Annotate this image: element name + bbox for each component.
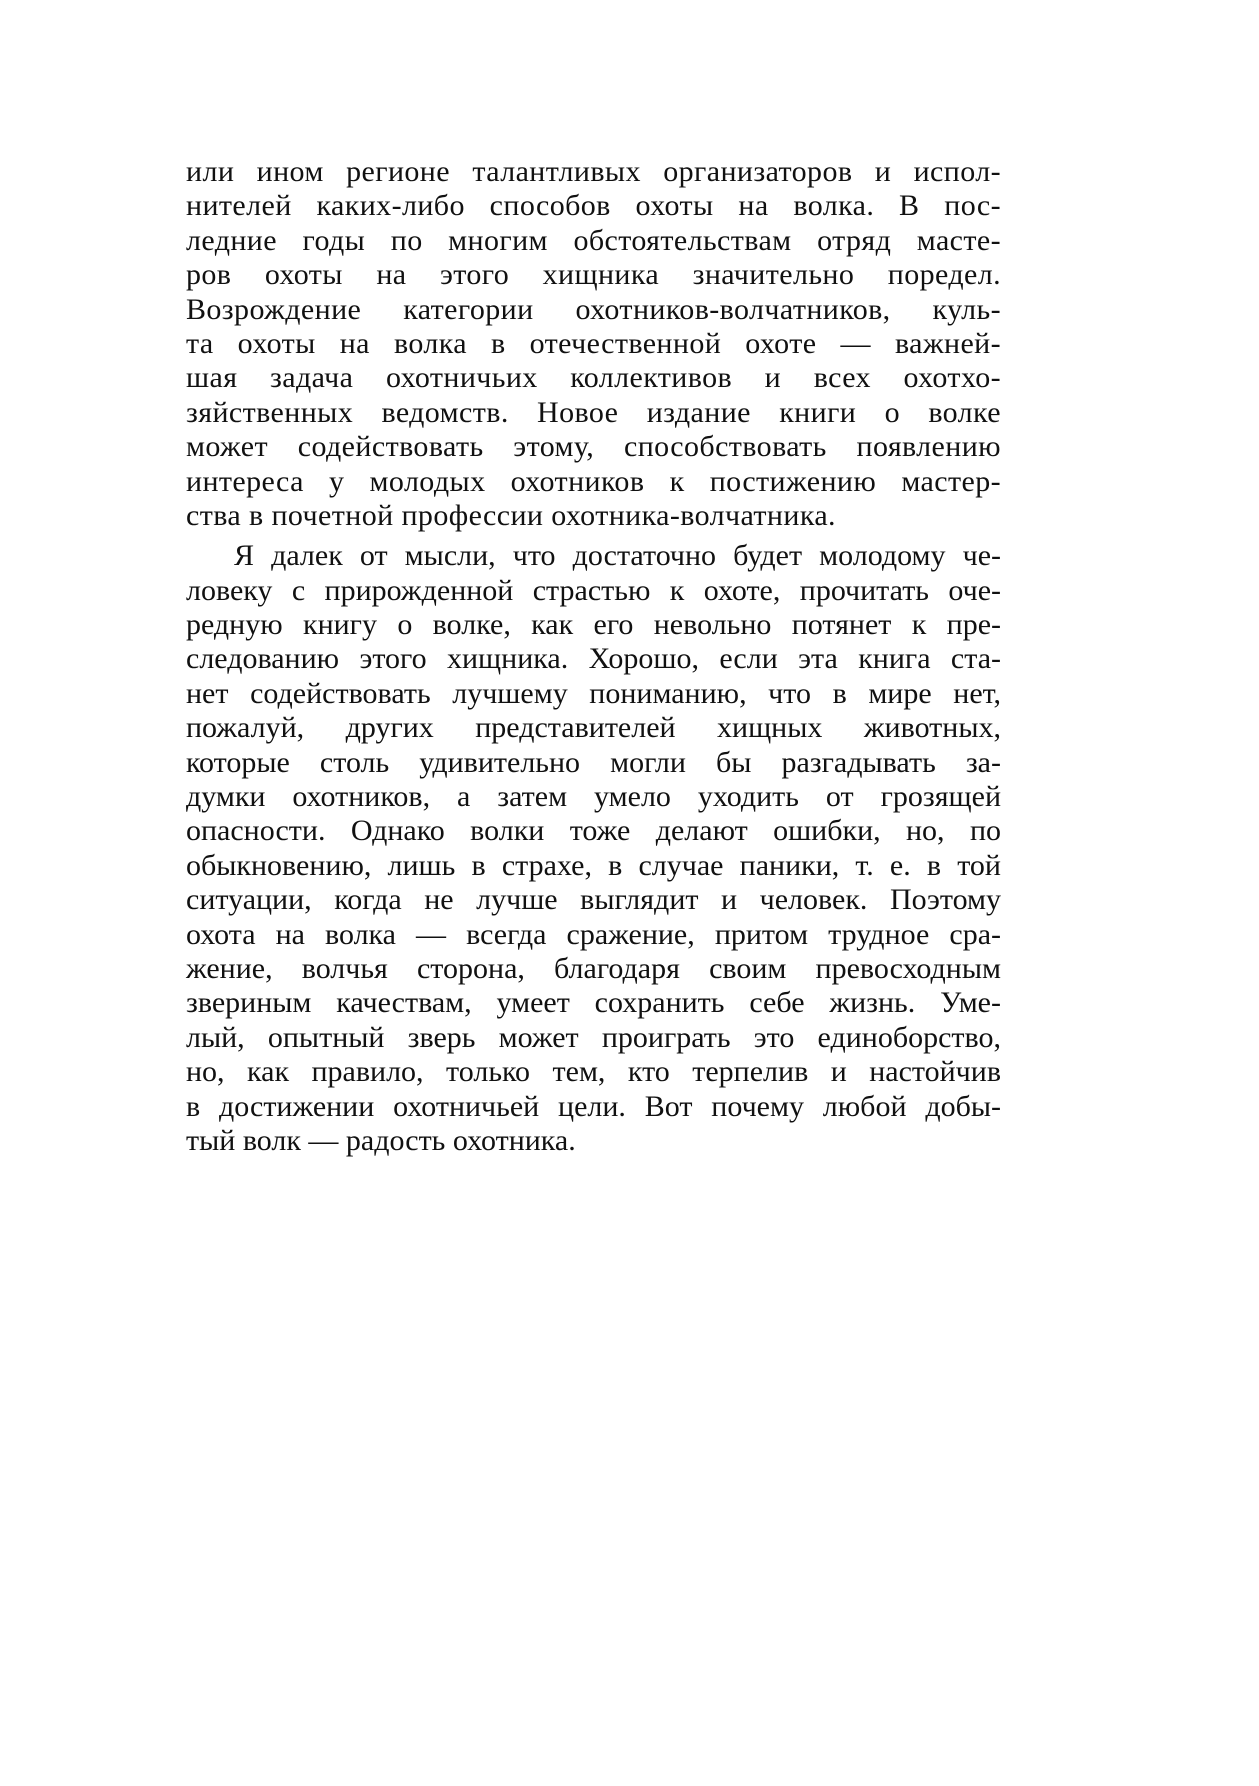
text-line: тый волк — радость охотника. (186, 1123, 576, 1157)
text-line: нет содействовать лучшему пониманию, что в мире нет, (186, 676, 1001, 710)
text-line: ства в почетной профессии охотника-волчатника. (186, 498, 836, 532)
text-line: думки охотников, а затем умело уходить от грозящей (186, 780, 1001, 814)
text-line: следованию этого хищника. Хорошо, если эта книга ста- (186, 642, 1001, 676)
text-line: лый, опытный зверь может проиграть это единоборство, (186, 1020, 1001, 1054)
text-line: зяйственных ведомств. Новое издание книги о волке (186, 395, 1001, 429)
text-line: или ином регионе талантливых организаторов и испол- (186, 155, 1001, 188)
text-line: шая задача охотничьих коллективов и всех охотхо- (186, 361, 1001, 395)
text-line: но, как правило, только тем, кто терпелив и настойчив (186, 1055, 1001, 1089)
text-line: ловеку с прирожденной страстью к охоте, прочитать оче- (186, 573, 1001, 607)
text-line: та охоты на волка в отечественной охоте — важней- (186, 326, 1001, 360)
text-line: Я далек от мысли, что достаточно будет молодому че- (234, 539, 1001, 573)
text-line: охота на волка — всегда сражение, притом трудное сра- (186, 917, 1001, 951)
text-line: Возрождение категории охотников-волчатников, куль- (186, 292, 1001, 326)
text-line: ситуации, когда не лучше выглядит и человек. Поэтому (186, 883, 1001, 917)
text-line: в достижении охотничьей цели. Вот почему любой добы- (186, 1089, 1001, 1123)
text-line: опасности. Однако волки тоже делают ошибки, но, по (186, 814, 1001, 848)
paragraph-1 (186, 155, 1001, 533)
text-line: которые столь удивительно могли бы разгадывать за- (186, 745, 1001, 779)
text-line: жение, волчья сторона, благодаря своим превосходным (186, 951, 1001, 985)
text-line: редную книгу о волке, как его невольно потянет к пре- (186, 608, 1001, 642)
text-line: пожалуй, других представителей хищных животных, (186, 711, 1001, 745)
text-line: ров охоты на этого хищника значительно поредел. (186, 258, 1001, 292)
text-line: может содействовать этому, способствовать появлению (186, 430, 1001, 464)
text-line: интереса у молодых охотников к постижению мастер- (186, 464, 1001, 498)
text-line: звериным качествам, умеет сохранить себе жизнь. Уме- (186, 986, 1001, 1020)
paragraph-2 (186, 539, 1001, 1158)
body-text (186, 155, 1001, 1158)
text-line: нителей каких-либо способов охоты на волка. В пос- (186, 189, 1001, 223)
text-line: обыкновению, лишь в страхе, в случае паники, т. е. в той (186, 848, 1001, 882)
text-line: ледние годы по многим обстоятельствам отряд масте- (186, 223, 1001, 257)
